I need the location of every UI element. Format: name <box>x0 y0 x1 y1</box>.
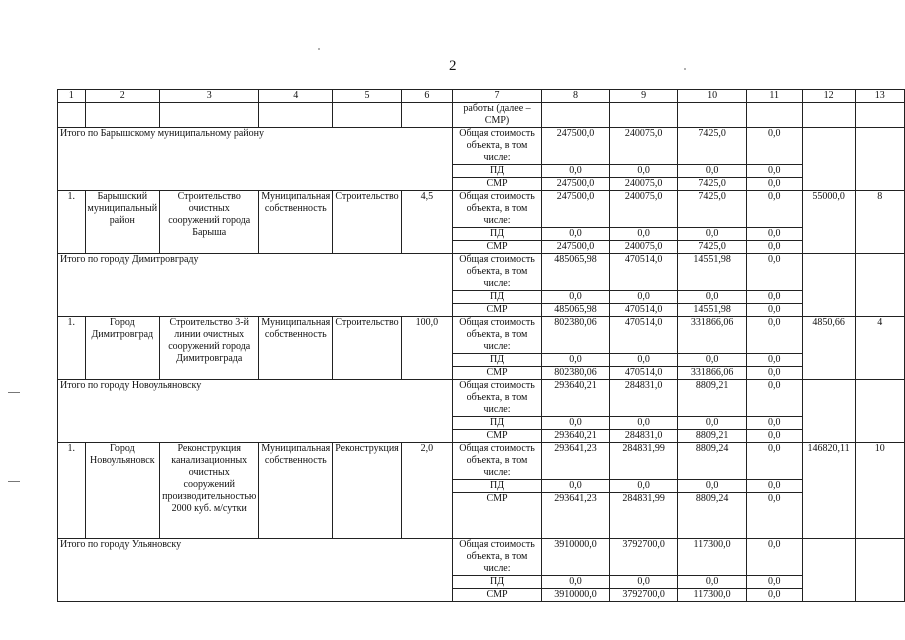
total-row <box>58 128 905 165</box>
column-12-value: 146820,11 <box>802 443 855 539</box>
pd-label: ПД <box>452 480 541 493</box>
amount-cell: 0,0 <box>542 480 610 493</box>
amount-cell: 0,0 <box>746 317 802 354</box>
column-12-value: 4850,66 <box>802 317 855 380</box>
amount-cell: 470514,0 <box>609 367 678 380</box>
amount-cell: 117300,0 <box>678 539 747 576</box>
amount-cell: 0,0 <box>746 480 802 493</box>
ownership-cell: Муниципальная собственность <box>259 317 333 380</box>
amount-cell: 0,0 <box>609 165 678 178</box>
amount-cell: 293641,23 <box>542 493 610 539</box>
total-row <box>58 539 905 576</box>
amount-cell: 0,0 <box>542 291 610 304</box>
amount-cell: 3910000,0 <box>542 589 610 602</box>
amount-cell: 240075,0 <box>609 128 678 165</box>
amount-cell: 470514,0 <box>609 254 678 291</box>
amount-cell: 0,0 <box>746 241 802 254</box>
amount-cell: 0,0 <box>609 228 678 241</box>
smr-label: СМР <box>452 241 541 254</box>
amount-cell: 7425,0 <box>678 241 747 254</box>
capacity-cell: 100,0 <box>401 317 452 380</box>
pd-label: ПД <box>452 165 541 178</box>
amount-cell: 293640,21 <box>542 380 610 417</box>
amount-cell: 0,0 <box>609 576 678 589</box>
amount-cell: 0,0 <box>542 165 610 178</box>
column-number: 7 <box>452 90 541 103</box>
amount-cell: 802380,06 <box>542 317 610 354</box>
amount-cell: 7425,0 <box>678 128 747 165</box>
amount-cell: 0,0 <box>609 480 678 493</box>
amount-cell: 0,0 <box>609 291 678 304</box>
amount-cell: 0,0 <box>746 493 802 539</box>
column-number-header-row <box>58 90 905 103</box>
column-number: 3 <box>160 90 259 103</box>
amount-cell: 0,0 <box>746 128 802 165</box>
location-cell: Барышский муниципальный район <box>85 191 160 254</box>
empty-cell <box>855 539 904 602</box>
empty-cell <box>802 539 855 602</box>
amount-cell: 14551,98 <box>678 304 747 317</box>
column-number: 13 <box>855 90 904 103</box>
pd-label: ПД <box>452 228 541 241</box>
amount-cell: 0,0 <box>746 380 802 417</box>
project-name-cell: Строительство очистных сооружений города Барыша <box>160 191 259 254</box>
amount-cell: 284831,99 <box>609 493 678 539</box>
column-number: 11 <box>746 90 802 103</box>
amount-cell: 240075,0 <box>609 241 678 254</box>
empty-cell <box>855 128 904 191</box>
continued-cell-text: работы (далее – СМР) <box>452 103 541 128</box>
capacity-cell: 4,5 <box>401 191 452 254</box>
amount-cell: 0,0 <box>746 367 802 380</box>
amount-cell: 8809,21 <box>678 430 747 443</box>
amount-cell: 3792700,0 <box>609 589 678 602</box>
column-number: 1 <box>58 90 86 103</box>
amount-cell: 0,0 <box>746 430 802 443</box>
amount-cell: 0,0 <box>746 539 802 576</box>
amount-cell: 0,0 <box>746 443 802 480</box>
item-number: 1. <box>58 443 86 539</box>
amount-cell: 3792700,0 <box>609 539 678 576</box>
amount-cell: 0,0 <box>678 417 747 430</box>
column-13-value: 8 <box>855 191 904 254</box>
empty-cell <box>802 380 855 443</box>
amount-cell: 0,0 <box>746 589 802 602</box>
amount-cell: 8809,21 <box>678 380 747 417</box>
amount-cell: 3910000,0 <box>542 539 610 576</box>
project-name-cell: Строительство 3-й линии очистных сооружений города Димитровграда <box>160 317 259 380</box>
column-number: 5 <box>333 90 402 103</box>
total-cost-label: Общая стоимость объекта, в том числе: <box>452 128 541 165</box>
amount-cell: 0,0 <box>542 228 610 241</box>
location-cell: Город Димитровград <box>85 317 160 380</box>
amount-cell: 331866,06 <box>678 317 747 354</box>
scan-speck <box>684 68 686 70</box>
amount-cell: 0,0 <box>678 228 747 241</box>
amount-cell: 293641,23 <box>542 443 610 480</box>
amount-cell: 0,0 <box>746 304 802 317</box>
amount-cell: 0,0 <box>746 165 802 178</box>
item-number: 1. <box>58 317 86 380</box>
total-cost-label: Общая стоимость объекта, в том числе: <box>452 380 541 417</box>
column-number: 2 <box>85 90 160 103</box>
scan-speck <box>318 48 320 50</box>
amount-cell: 0,0 <box>678 291 747 304</box>
amount-cell: 0,0 <box>542 576 610 589</box>
ownership-cell: Муниципальная собственность <box>259 443 333 539</box>
column-number: 10 <box>678 90 747 103</box>
amount-cell: 0,0 <box>746 228 802 241</box>
empty-cell <box>855 380 904 443</box>
region-total-label: Итого по городу Димитровграду <box>58 254 453 317</box>
total-cost-label: Общая стоимость объекта, в том числе: <box>452 317 541 354</box>
amount-cell: 8809,24 <box>678 493 747 539</box>
amount-cell: 240075,0 <box>609 178 678 191</box>
smr-label: СМР <box>452 304 541 317</box>
amount-cell: 8809,24 <box>678 443 747 480</box>
amount-cell: 7425,0 <box>678 191 747 228</box>
amount-cell: 0,0 <box>678 165 747 178</box>
margin-mark <box>8 392 20 393</box>
total-cost-label: Общая стоимость объекта, в том числе: <box>452 254 541 291</box>
work-kind-cell: Строительство <box>333 317 402 380</box>
amount-cell: 14551,98 <box>678 254 747 291</box>
amount-cell: 0,0 <box>678 480 747 493</box>
amount-cell: 0,0 <box>678 354 747 367</box>
amount-cell: 0,0 <box>746 576 802 589</box>
total-cost-label: Общая стоимость объекта, в том числе: <box>452 191 541 228</box>
amount-cell: 0,0 <box>542 417 610 430</box>
amount-cell: 0,0 <box>746 291 802 304</box>
amount-cell: 7425,0 <box>678 178 747 191</box>
smr-label: СМР <box>452 493 541 539</box>
amount-cell: 470514,0 <box>609 304 678 317</box>
amount-cell: 0,0 <box>609 354 678 367</box>
project-row <box>58 443 905 480</box>
construction-projects-table <box>57 89 905 602</box>
column-13-value: 4 <box>855 317 904 380</box>
amount-cell: 240075,0 <box>609 191 678 228</box>
amount-cell: 247500,0 <box>542 128 610 165</box>
smr-label: СМР <box>452 367 541 380</box>
empty-cell <box>855 254 904 317</box>
column-12-value: 55000,0 <box>802 191 855 254</box>
region-total-label: Итого по Барышскому муниципальному району <box>58 128 453 191</box>
smr-label: СМР <box>452 589 541 602</box>
empty-cell <box>802 128 855 191</box>
amount-cell: 247500,0 <box>542 191 610 228</box>
location-cell: Город Новоульяновск <box>85 443 160 539</box>
pd-label: ПД <box>452 291 541 304</box>
empty-cell <box>802 254 855 317</box>
work-kind-cell: Реконструкция <box>333 443 402 539</box>
amount-cell: 0,0 <box>746 354 802 367</box>
amount-cell: 0,0 <box>542 354 610 367</box>
pd-label: ПД <box>452 354 541 367</box>
amount-cell: 802380,06 <box>542 367 610 380</box>
amount-cell: 0,0 <box>746 178 802 191</box>
amount-cell: 485065,98 <box>542 304 610 317</box>
margin-mark <box>8 481 20 482</box>
page-number: 2 <box>449 58 457 74</box>
amount-cell: 331866,06 <box>678 367 747 380</box>
region-total-label: Итого по городу Ульяновску <box>58 539 453 602</box>
amount-cell: 284831,99 <box>609 443 678 480</box>
column-number: 12 <box>802 90 855 103</box>
column-number: 8 <box>542 90 610 103</box>
work-kind-cell: Строительство <box>333 191 402 254</box>
amount-cell: 470514,0 <box>609 317 678 354</box>
column-13-value: 10 <box>855 443 904 539</box>
amount-cell: 247500,0 <box>542 241 610 254</box>
amount-cell: 284831,0 <box>609 430 678 443</box>
continuation-row <box>58 103 905 128</box>
amount-cell: 293640,21 <box>542 430 610 443</box>
column-number: 9 <box>609 90 678 103</box>
amount-cell: 0,0 <box>746 254 802 291</box>
amount-cell: 0,0 <box>746 417 802 430</box>
amount-cell: 284831,0 <box>609 380 678 417</box>
ownership-cell: Муниципальная собственность <box>259 191 333 254</box>
smr-label: СМР <box>452 178 541 191</box>
pd-label: ПД <box>452 576 541 589</box>
item-number: 1. <box>58 191 86 254</box>
total-row <box>58 380 905 417</box>
amount-cell: 0,0 <box>746 191 802 228</box>
amount-cell: 485065,98 <box>542 254 610 291</box>
total-cost-label: Общая стоимость объекта, в том числе: <box>452 443 541 480</box>
project-row <box>58 317 905 354</box>
project-row <box>58 191 905 228</box>
total-row <box>58 254 905 291</box>
amount-cell: 0,0 <box>678 576 747 589</box>
total-cost-label: Общая стоимость объекта, в том числе: <box>452 539 541 576</box>
region-total-label: Итого по городу Новоульяновску <box>58 380 453 443</box>
project-name-cell: Реконструкция канализационных очистных сооружений производительностью 2000 куб. м/сутки <box>160 443 259 539</box>
smr-label: СМР <box>452 430 541 443</box>
column-number: 4 <box>259 90 333 103</box>
pd-label: ПД <box>452 417 541 430</box>
column-number: 6 <box>401 90 452 103</box>
amount-cell: 117300,0 <box>678 589 747 602</box>
capacity-cell: 2,0 <box>401 443 452 539</box>
amount-cell: 247500,0 <box>542 178 610 191</box>
amount-cell: 0,0 <box>609 417 678 430</box>
